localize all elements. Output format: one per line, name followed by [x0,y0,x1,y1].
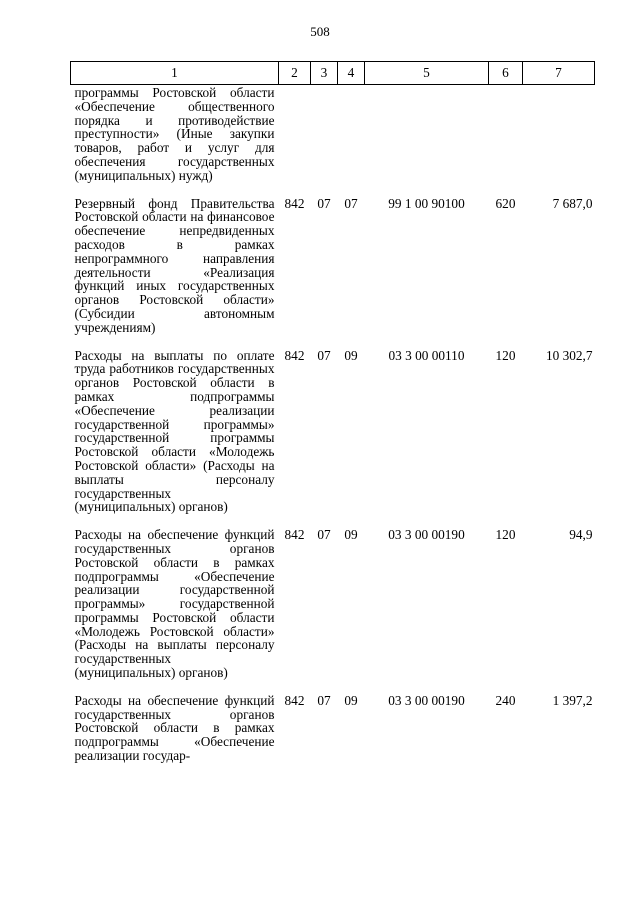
row-amount [523,85,595,193]
row-amount: 7 687,0 [552,195,593,211]
row-ministry [279,85,311,193]
row-target: 03 3 00 00190 [388,527,465,543]
header-col-4: 4 [338,62,365,85]
row-ministry: 842 [284,195,305,211]
row-ministry: 842 [284,527,305,543]
row-subsection: 07 [344,195,358,211]
row-expense-type: 120 [495,347,516,363]
header-col-3: 3 [311,62,338,85]
table-row [71,690,595,773]
row-description: Расходы на выплаты по оплате труда работников государственных органов Ростовской области в рамках подпрограммы «Обеспечение реализации государственной программы» государственной программы Ростовской области «Молодежь Ростовской области» (Расходы на выплаты персоналу государственных (муниципальных) органов) [74,347,275,515]
row-target [365,85,489,193]
row-amount: 10 302,7 [545,347,593,363]
row-target: 03 3 00 00110 [388,347,465,363]
row-section: 07 [317,692,331,708]
row-description: программы Ростовской области «Обеспечение общественного порядка и противодействие преступности» (Иные закупки товаров, работ и услуг для обеспечения государственных (муниципальных) нужд) [74,85,275,183]
table-row [71,345,595,525]
row-description: Расходы на обеспечение функций государственных органов Ростовской области в рамках подпрограммы «Обеспечение реализации государственной программы» государственной программы Ростовской области «Молодежь Ростовской области» (Расходы на выплаты персоналу государственных (муниципальных) органов) [74,527,275,681]
row-expense-type: 120 [495,527,516,543]
budget-table [70,61,595,773]
row-target: 99 1 00 90100 [388,195,465,211]
page-number: 508 [310,24,330,39]
header-col-2: 2 [279,62,311,85]
row-section: 07 [317,195,331,211]
row-expense-type: 620 [495,195,516,211]
header-col-6: 6 [489,62,523,85]
table-row [71,524,595,690]
row-subsection: 09 [344,347,358,363]
row-subsection: 09 [344,527,358,543]
header-col-1: 1 [71,62,279,85]
row-subsection [338,85,365,193]
row-expense-type: 240 [495,692,516,708]
header-col-7: 7 [523,62,595,85]
row-subsection: 09 [344,692,358,708]
row-section [311,85,338,193]
row-amount: 94,9 [569,527,593,543]
row-section: 07 [317,527,331,543]
row-amount: 1 397,2 [552,692,593,708]
row-expense-type [489,85,523,193]
table-row [71,193,595,345]
row-description: Резервный фонд Правительства Ростовской области на финансовое обеспечение непредвиденных расходов в рамках непрограммного направления деятельности «Реализация функций иных государственных органов Ростовской области» (Субсидии автономным учреждениям) [74,195,275,335]
header-row [71,62,595,85]
row-description: Расходы на обеспечение функций государственных органов Ростовской области в рамках подпрограммы «Обеспечение реализации государ- [74,692,275,764]
table-row [71,85,595,193]
row-ministry: 842 [284,347,305,363]
header-col-5: 5 [365,62,489,85]
row-ministry: 842 [284,692,305,708]
row-section: 07 [317,347,331,363]
row-target: 03 3 00 00190 [388,692,465,708]
